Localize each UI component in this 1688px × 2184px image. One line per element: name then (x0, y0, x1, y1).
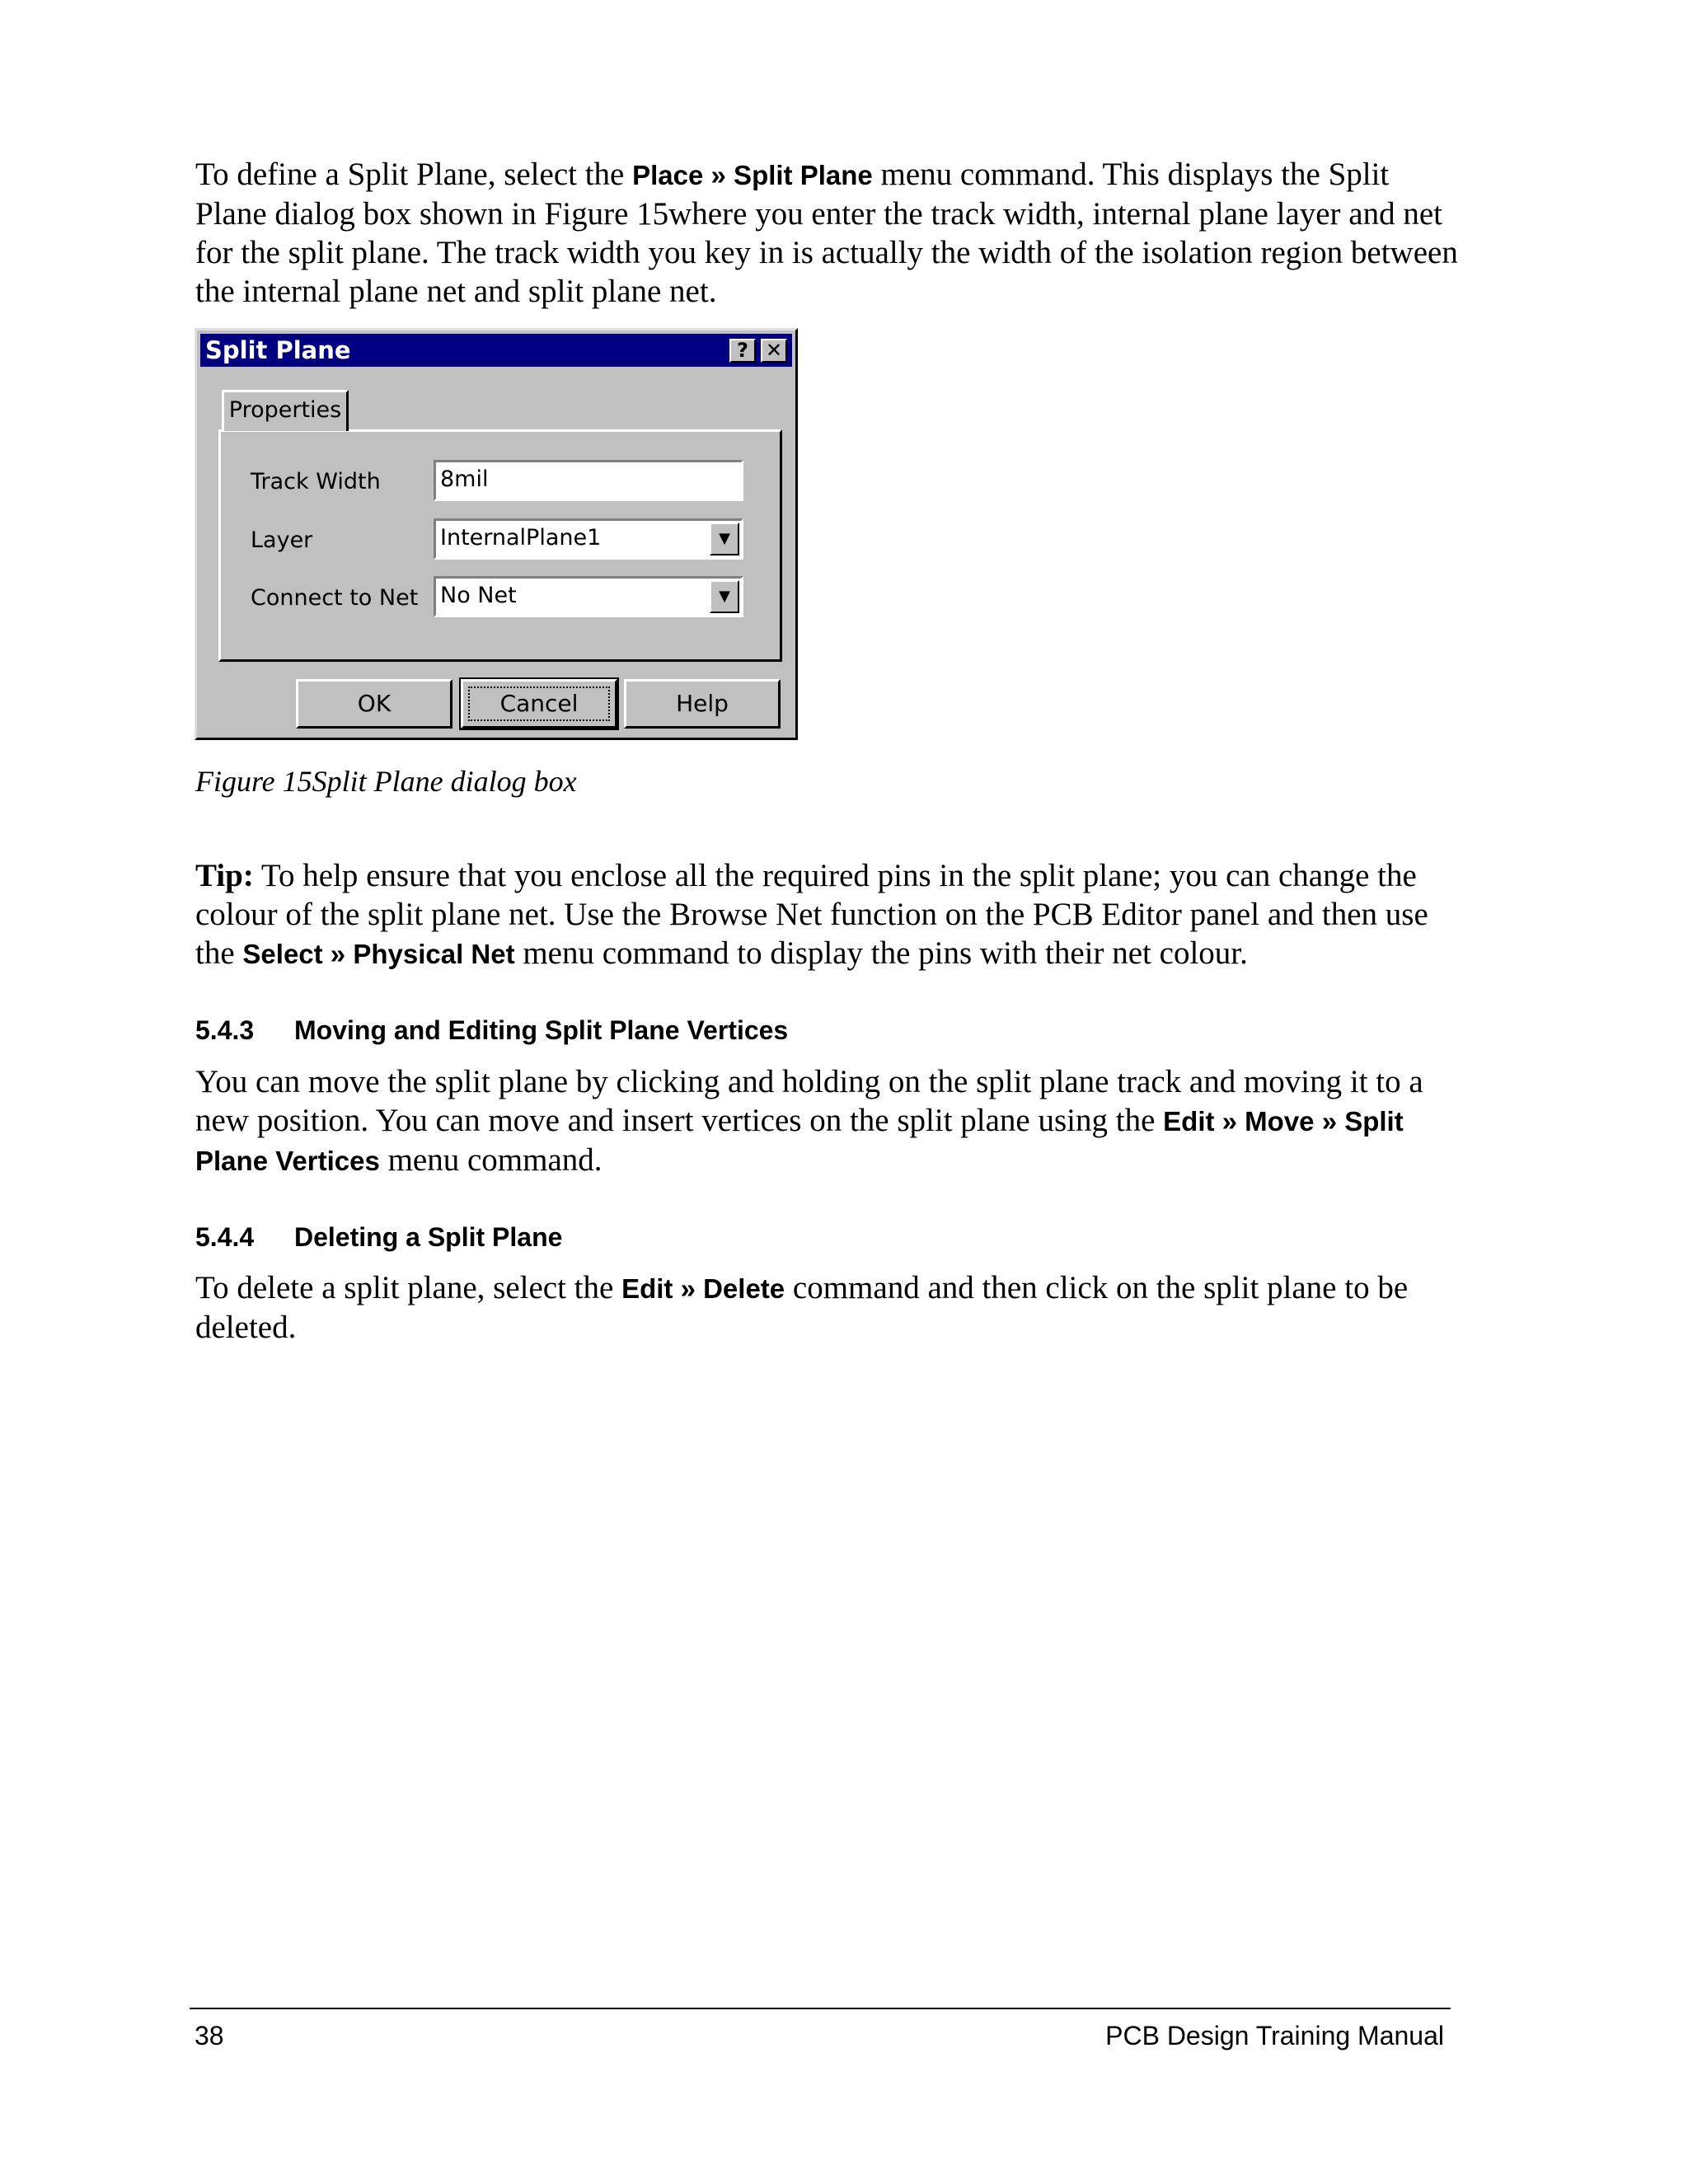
ok-button[interactable]: OK (296, 679, 452, 729)
chevron-down-icon[interactable]: ▼ (710, 523, 739, 555)
section-heading-5-4-3 (195, 1014, 788, 1047)
layer-select[interactable] (434, 518, 743, 560)
tip-paragraph (195, 856, 1465, 973)
split-plane-dialog (195, 328, 798, 740)
connect-to-net-label: Connect to Net (251, 585, 419, 611)
footer-divider (190, 2008, 1451, 2009)
section-title: Moving and Editing Split Plane Vertices (294, 1015, 789, 1045)
section-5-4-3-text-2: menu command. (379, 1142, 603, 1178)
close-icon[interactable]: ✕ (761, 339, 787, 363)
place-split-plane-command: Place » Split Plane (632, 160, 873, 190)
net-select[interactable] (434, 576, 743, 617)
edit-delete-command: Edit » Delete (621, 1273, 785, 1304)
help-icon[interactable]: ? (729, 339, 756, 363)
layer-value: InternalPlane1 (440, 525, 602, 551)
section-5-4-3-paragraph (195, 1062, 1465, 1180)
cancel-button[interactable] (461, 679, 617, 729)
intro-paragraph (195, 155, 1465, 311)
cancel-label: Cancel (499, 690, 579, 717)
properties-panel (218, 429, 782, 662)
figure-caption: Figure 15Split Plane dialog box (195, 765, 577, 798)
tip-text-1: To help ensure that you enclose all the required pins in the split plane; you can change the colour of the split plane net. Use the Browse Net function on the PCB Editor panel and then use the (195, 858, 1428, 971)
help-button[interactable]: Help (624, 679, 781, 729)
dialog-title: Split Plane (205, 336, 351, 364)
net-value: No Net (440, 583, 517, 608)
manual-title: PCB Design Training Manual (1105, 2021, 1444, 2050)
tip-text-2: menu command to display the pins with their net colour. (514, 935, 1248, 971)
section-heading-5-4-4 (195, 1221, 562, 1254)
select-physical-net-command: Select » Physical Net (242, 939, 515, 969)
focus-rect (468, 687, 610, 721)
section-title: Deleting a Split Plane (294, 1222, 563, 1252)
intro-text-1: To define a Split Plane, select the (195, 157, 633, 192)
page-number: 38 (195, 2021, 224, 2050)
edit-move-split-plane-vertices-command: Edit » Move » Split Plane Vertices (195, 1106, 1404, 1176)
intro-text-2: menu command. This displays the Split Plane dialog box shown in Figure 15where you enter the track width, internal plane layer and net for the split plane. The track width you key in is actually the width of the isolation region between the internal plane net and split plane net. (195, 157, 1458, 309)
section-number: 5.4.3 (195, 1015, 255, 1045)
tip-label: Tip: (195, 858, 254, 893)
track-width-input[interactable]: 8mil (434, 460, 743, 501)
section-5-4-3-text-1: You can move the split plane by clicking and holding on the split plane track and moving it to a new position. You can move and insert vertices on the split plane using the (195, 1064, 1423, 1138)
dialog-titlebar (200, 334, 792, 367)
section-number: 5.4.4 (195, 1222, 255, 1252)
section-5-4-4-paragraph (195, 1268, 1465, 1347)
chevron-down-icon[interactable]: ▼ (710, 580, 739, 613)
tab-properties[interactable]: Properties (222, 390, 349, 431)
section-5-4-4-text-2: command and then click on the split plane to be deleted. (195, 1270, 1409, 1345)
track-width-label: Track Width (251, 469, 381, 494)
section-5-4-4-text-1: To delete a split plane, select the (195, 1270, 622, 1305)
layer-label: Layer (251, 527, 313, 553)
